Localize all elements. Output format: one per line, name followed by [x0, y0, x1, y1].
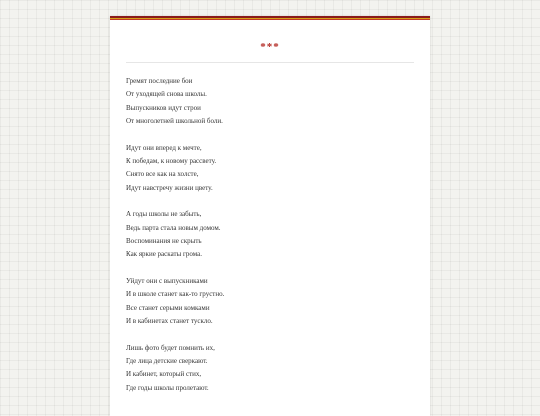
top-stripe: [110, 16, 430, 20]
stanza-1: [126, 75, 430, 128]
poem-line: Лишь фото будет помнить их,: [126, 343, 215, 352]
poem-line: И кабинет, который стих,: [126, 370, 202, 379]
stanza-3: [126, 208, 430, 261]
poem-line: От многолетней школьной боли.: [126, 116, 223, 125]
poem-line: Где лица детские сверкают.: [126, 357, 208, 366]
stanza-2: [126, 142, 430, 195]
poem-line: Уйдут они с выпускниками: [126, 277, 208, 286]
poem-line: Идут они вперед к мечте,: [126, 143, 202, 152]
poem-line: От уходящей снова школы.: [126, 90, 207, 99]
poem-body: [110, 63, 430, 395]
poem-title: ***: [260, 41, 280, 53]
poem-line: А годы школы не забыть,: [126, 210, 202, 219]
stanza-5: [126, 342, 430, 395]
poem-page: [110, 16, 430, 416]
poem-line: И в школе станет как-то грустно.: [126, 290, 225, 299]
poem-line: Снято все как на холсте,: [126, 170, 199, 179]
stanza-4: [126, 275, 430, 328]
poem-line: Идут навстречу жизни цвету.: [126, 183, 213, 192]
stripe-red: [110, 19, 430, 20]
poem-line: К победам, к новому рассвету.: [126, 156, 217, 165]
poem-line: Выпускников идут строи: [126, 103, 201, 112]
poem-line: Ведь парта стала новым домом.: [126, 223, 221, 232]
poem-line: Воспоминания не скрыть: [126, 236, 202, 245]
poem-line: Гремят последние бои: [126, 77, 193, 85]
poem-line: И в кабинетах станет тускло.: [126, 316, 213, 325]
poem-line: Как яркие раскаты грома.: [126, 250, 202, 259]
poem-line: Все станет серыми комками: [126, 303, 210, 312]
poem-line: Где годы школы пролетают.: [126, 383, 209, 392]
